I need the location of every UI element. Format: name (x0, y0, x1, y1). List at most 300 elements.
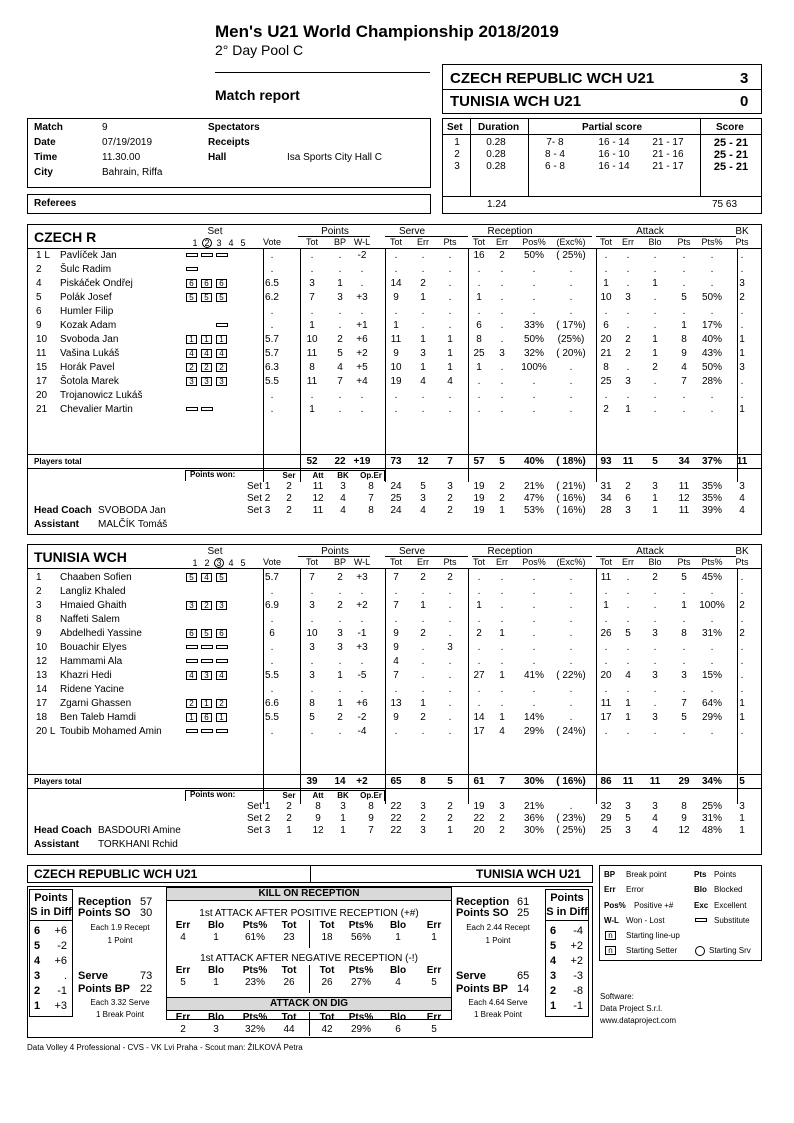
total-atot: 93 (600, 456, 612, 467)
player-ptot: . (310, 586, 314, 597)
set-stat-cell: 28 (600, 505, 612, 516)
player-pwl: +4 (356, 376, 368, 387)
footer-credits: Data Volley 4 Professional - CVS - VK Lvi Praha - Scout man: ŽILKOVÁ Petra (27, 1043, 303, 1052)
substitute-icon (201, 659, 213, 663)
player-aerr: . (626, 390, 630, 401)
set-stat-cell: ( 16%) (556, 505, 586, 516)
software-website[interactable]: www.dataproject.com (600, 1016, 677, 1025)
reception-group-header: Reception (487, 546, 533, 557)
player-name: Naffeti Salem (60, 614, 120, 625)
player-rpos: . (532, 278, 536, 289)
player-ablo: . (653, 684, 657, 695)
player-aerr: 4 (625, 670, 631, 681)
player-ptot: 7 (309, 292, 315, 303)
player-vote: 6.2 (265, 292, 279, 303)
player-bk: . (740, 670, 744, 681)
player-apct: . (710, 278, 714, 289)
points-won-cell: 8 (315, 801, 321, 812)
player-rpos: . (532, 292, 536, 303)
player-spts: . (448, 628, 452, 639)
kill-title: KILL ON RECEPTION (258, 888, 360, 899)
kill-col-header: Tot (281, 1012, 297, 1023)
set-number-4: 4 (228, 238, 234, 248)
starting-setter-icon: n (605, 946, 616, 955)
player-apts: 5 (681, 572, 687, 583)
spts-col-header: Pts (443, 237, 457, 247)
set-stat-cell: 3 (652, 481, 658, 492)
set-stat-cell: 3 (420, 493, 426, 504)
points-won-cell: 2 (286, 801, 292, 812)
set-stat-cell: 25 (600, 825, 612, 836)
home-points-bp-label: Points BP (78, 983, 130, 995)
legend-bp-text: Break point (626, 870, 667, 879)
operr-header: Op.Er (360, 471, 382, 480)
city-label: City (34, 167, 53, 178)
player-spts: . (448, 726, 452, 737)
player-apts: . (682, 306, 686, 317)
player-ablo: 3 (652, 628, 658, 639)
match-date: 07/19/2019 (102, 137, 153, 148)
player-apct: 50% (701, 362, 722, 373)
assistant-name: TORKHANI Rchid (98, 839, 178, 850)
player-apts: 9 (681, 348, 687, 359)
player-rerr: . (500, 614, 504, 625)
points-won-cell: 12 (312, 825, 324, 836)
player-apct: . (710, 390, 714, 401)
player-rpos: . (532, 600, 536, 611)
legend-wl-text: Won - Lost (626, 916, 665, 925)
player-vote: . (270, 404, 274, 415)
player-atot: 17 (600, 712, 612, 723)
player-spts: 3 (447, 642, 453, 653)
player-rexc: . (569, 586, 573, 597)
set-stat-cell: 1 (739, 825, 745, 836)
player-serr: 2 (420, 628, 426, 639)
rtot-col-header: Tot (472, 557, 485, 567)
player-rtot: 25 (473, 348, 485, 359)
player-rerr: . (500, 390, 504, 401)
player-bk: . (740, 250, 744, 261)
player-name: Hammami Ala (60, 656, 123, 667)
player-serr: 2 (420, 278, 426, 289)
home-sindiff-label: S in Diff (30, 906, 72, 918)
total-spts: 7 (447, 456, 453, 467)
player-pwl: +1 (356, 320, 368, 331)
points-diff: +2 (570, 940, 583, 952)
player-rexc: . (569, 614, 573, 625)
player-rtot: . (477, 404, 481, 415)
player-apts: 5 (681, 712, 687, 723)
serr-col-header: Err (417, 237, 429, 247)
total-rexc: ( 16%) (556, 776, 586, 787)
player-rexc: . (569, 628, 573, 639)
stot-col-header: Tot (389, 557, 402, 567)
starting-position-box: 3 (186, 377, 197, 386)
player-apts: . (682, 264, 686, 275)
starting-position-box: 6 (201, 279, 212, 288)
home-each-serve: Each 3.32 Serve (90, 998, 150, 1007)
kill-value: 2 (180, 1024, 186, 1035)
kill-col-header: Err (426, 965, 442, 976)
starting-position-box: 3 (186, 601, 197, 610)
legend-ss-text: Starting Setter (626, 946, 678, 955)
set-stat-cell: 5 (625, 813, 631, 824)
player-number: 20 L (36, 726, 56, 737)
player-rpos: 100% (521, 362, 547, 373)
player-atot: 26 (600, 628, 612, 639)
player-vote: . (270, 726, 274, 737)
points-set-count: 5 (34, 940, 41, 952)
software-company: Data Project S.r.l. (600, 1004, 663, 1013)
home-points-so-value: 30 (140, 907, 153, 919)
player-pbp: . (338, 614, 342, 625)
bk-col-header: Pts (735, 237, 749, 247)
player-rtot: 6 (476, 320, 482, 331)
points-set-count: 1 (550, 1000, 557, 1012)
points-group-header: Points (321, 226, 349, 237)
kill-value: 44 (283, 1024, 295, 1035)
starting-position-box: 1 (201, 335, 212, 344)
player-serr: . (421, 656, 425, 667)
kill-value: 27% (350, 977, 371, 988)
kill-value: 4 (180, 932, 186, 943)
set-stat-cell: 24 (390, 505, 402, 516)
set-stat-cell: 8 (681, 801, 687, 812)
player-ptot: 3 (309, 600, 315, 611)
player-apct: . (710, 726, 714, 737)
total-rtot: 61 (473, 776, 485, 787)
sets-partial-header: Partial score (582, 122, 643, 133)
player-pbp: . (338, 684, 342, 695)
points-diff: -1 (57, 985, 67, 997)
player-ptot: 10 (306, 628, 318, 639)
starting-position-box: 1 (216, 335, 227, 344)
starting-position-box: 2 (201, 601, 212, 610)
player-rtot: . (477, 586, 481, 597)
player-name: Ben Taleb Hamdi (60, 712, 136, 723)
player-rexc: ( 24%) (556, 726, 586, 737)
player-pbp: 1 (337, 698, 343, 709)
set-stat-cell: 1 (739, 813, 745, 824)
player-rpos: . (532, 642, 536, 653)
player-serr: . (421, 250, 425, 261)
player-stot: 7 (393, 572, 399, 583)
player-number: 10 (36, 642, 48, 653)
player-ablo: 3 (652, 670, 658, 681)
player-apct: 31% (701, 628, 722, 639)
kill-value: 5 (180, 977, 186, 988)
set-stat-cell: ( 23%) (556, 813, 586, 824)
referees-label: Referees (34, 198, 77, 209)
player-apct: 29% (701, 712, 722, 723)
referees-box (27, 194, 431, 214)
player-vote: 5.7 (265, 348, 279, 359)
player-rexc: (25%) (557, 334, 585, 345)
starting-server-icon (695, 946, 705, 956)
player-apct: 40% (701, 334, 722, 345)
player-rtot: 16 (473, 250, 485, 261)
serve-group-header: Serve (398, 226, 426, 237)
total-rtot: 57 (473, 456, 485, 467)
legend-blo-text: Blocked (714, 885, 743, 894)
player-rtot: 27 (473, 670, 485, 681)
kill-value: 29% (350, 1024, 371, 1035)
kill-col-header: Tot (281, 965, 297, 976)
points-set-count: 6 (550, 925, 557, 937)
player-pbp: 2 (337, 572, 343, 583)
assistant-label: Assistant (34, 839, 80, 850)
pbp-col-header: BP (333, 557, 346, 567)
player-apts: 4 (681, 362, 687, 373)
player-pbp: 2 (337, 600, 343, 611)
assistant-label: Assistant (34, 519, 80, 530)
player-pwl: -1 (357, 628, 367, 639)
away-one-bp: 1 Break Point (473, 1010, 523, 1019)
player-rtot: . (477, 376, 481, 387)
head-coach-name: BASDOURI Amine (98, 825, 181, 836)
player-vote: 6.9 (265, 600, 279, 611)
player-pwl: . (360, 656, 364, 667)
player-name: Piskáček Ondřej (60, 278, 133, 289)
player-apts: . (682, 586, 686, 597)
kill-col-header: Err (175, 920, 191, 931)
player-apts: 5 (681, 292, 687, 303)
player-number: 15 (36, 362, 48, 373)
player-rtot: 2 (476, 628, 482, 639)
match-time: 11.30.00 (102, 152, 141, 163)
kill-value: 18 (321, 932, 333, 943)
kill-value: 26 (321, 977, 333, 988)
starting-position-box: 5 (186, 293, 197, 302)
player-atot: 8 (603, 362, 609, 373)
set-number-4: 4 (228, 558, 234, 568)
player-aerr: . (626, 656, 630, 667)
starting-position-box: 6 (216, 279, 227, 288)
set-cell: 21 - 16 (652, 149, 684, 160)
set-stat-cell: 3 (739, 801, 745, 812)
match-number: 9 (102, 122, 108, 133)
player-aerr: . (626, 600, 630, 611)
player-ptot: 10 (306, 334, 318, 345)
points-won-cell: 12 (312, 493, 324, 504)
kill-col-header: Tot (319, 1012, 335, 1023)
points-won-cell: 1 (340, 813, 346, 824)
total-pbp: 22 (334, 456, 346, 467)
starting-position-box: 4 (201, 349, 212, 358)
away-one-point: 1 Point (485, 936, 511, 945)
player-apct: . (710, 656, 714, 667)
player-rtot: . (477, 306, 481, 317)
player-stot: 19 (390, 376, 402, 387)
points-diff: +6 (54, 955, 67, 967)
rpos-col-header: Pos% (522, 557, 546, 567)
player-name: Vašina Lukáš (60, 348, 120, 359)
player-name: Chevalier Martin (60, 404, 133, 415)
player-rerr: . (500, 362, 504, 373)
apct-col-header: Pts% (701, 237, 723, 247)
home-reception-label: Reception (78, 896, 132, 908)
kill-col-header: Pts% (242, 1012, 268, 1023)
player-rpos: . (532, 572, 536, 583)
player-rexc: . (569, 306, 573, 317)
player-serr: . (421, 642, 425, 653)
points-diff: . (63, 970, 67, 982)
starting-position-box: 5 (201, 293, 212, 302)
apct-col-header: Pts% (701, 557, 723, 567)
player-aerr: 1 (625, 698, 631, 709)
player-pwl: . (360, 684, 364, 695)
away-team-name: TUNISIA WCH U21 (450, 93, 582, 110)
points-group-header: Points (321, 546, 349, 557)
substitute-icon (201, 253, 213, 257)
starting-position-box: 2 (216, 363, 227, 372)
report-title: Men's U21 World Championship 2018/2019 (215, 22, 559, 41)
player-aerr: . (626, 726, 630, 737)
player-bk: 2 (739, 628, 745, 639)
player-serr: . (421, 264, 425, 275)
player-ptot: . (310, 264, 314, 275)
player-name: Zgarni Ghassen (60, 698, 132, 709)
player-spts: . (448, 306, 452, 317)
rerr-col-header: Err (496, 237, 508, 247)
player-serr: . (421, 670, 425, 681)
player-serr: . (421, 404, 425, 415)
player-stot: 1 (393, 320, 399, 331)
player-vote: 5.7 (265, 572, 279, 583)
player-ablo: 3 (652, 712, 658, 723)
starting-position-box: 3 (201, 671, 212, 680)
total-apts: 34 (678, 456, 690, 467)
player-atot: 25 (600, 376, 612, 387)
player-spts: . (448, 698, 452, 709)
points-diff: +3 (54, 1000, 67, 1012)
set-stat-cell: . (569, 801, 573, 812)
player-atot: 20 (600, 334, 612, 345)
set-stat-cell: 4 (739, 493, 745, 504)
player-stot: 11 (390, 334, 402, 345)
player-bk: . (740, 390, 744, 401)
set-stat-cell: 2 (499, 481, 505, 492)
player-pwl: . (360, 264, 364, 275)
player-ablo: . (653, 306, 657, 317)
legend-blo: Blo (694, 885, 707, 894)
player-number: 12 (36, 656, 48, 667)
player-pwl: . (360, 278, 364, 289)
player-vote: 6.6 (265, 698, 279, 709)
player-ablo: . (653, 292, 657, 303)
set-stat-cell: 25 (390, 493, 402, 504)
player-apts: 7 (681, 698, 687, 709)
player-rexc: . (569, 404, 573, 415)
player-name: Horák Pavel (60, 362, 115, 373)
player-apts: . (682, 390, 686, 401)
points-won-cell: 11 (312, 481, 324, 492)
total-pbp: 14 (334, 776, 346, 787)
starting-position-box: 6 (186, 629, 197, 638)
player-name: Hmaied Ghaith (60, 600, 127, 611)
points-diff: +6 (54, 925, 67, 937)
player-rpos: . (532, 586, 536, 597)
aerr-col-header: Err (622, 557, 634, 567)
player-pbp: . (338, 390, 342, 401)
player-ablo: . (653, 642, 657, 653)
hall-label: Hall (208, 152, 227, 163)
player-number: 2 (36, 586, 42, 597)
player-atot: 1 (603, 278, 609, 289)
player-atot: 10 (600, 292, 612, 303)
player-ptot: 3 (309, 278, 315, 289)
legend-bp: BP (604, 870, 616, 879)
total-ptot: 39 (306, 776, 318, 787)
total-rpos: 30% (523, 776, 544, 787)
player-spts: . (448, 586, 452, 597)
points-won-cell: 2 (286, 813, 292, 824)
player-name: Trojanowicz Lukáš (60, 390, 143, 401)
points-diff: -8 (573, 985, 583, 997)
player-pbp: 3 (337, 292, 343, 303)
player-name: Bouachir Elyes (60, 642, 127, 653)
reception-group-header: Reception (487, 226, 533, 237)
player-pbp: . (338, 320, 342, 331)
kill-col-header: Err (175, 965, 191, 976)
player-number: 20 (36, 390, 48, 401)
points-set-count: 6 (34, 925, 41, 937)
kill-value: 56% (350, 932, 371, 943)
kill-value: 61% (244, 932, 265, 943)
points-won-cell: 2 (286, 481, 292, 492)
player-aerr: 1 (625, 712, 631, 723)
set-stat-cell: 21% (523, 801, 544, 812)
kill-col-header: Tot (319, 920, 335, 931)
player-ptot: . (310, 390, 314, 401)
player-bk: 3 (739, 362, 745, 373)
legend-pts-text: Points (714, 870, 737, 879)
player-bk: . (740, 614, 744, 625)
player-serr: 3 (420, 348, 426, 359)
player-spts: 2 (447, 572, 453, 583)
player-spts: . (448, 614, 452, 625)
att-header: Att (312, 471, 324, 480)
set-stat-cell: 3 (420, 825, 426, 836)
starting-position-box: 4 (201, 573, 212, 582)
player-rerr: . (500, 684, 504, 695)
player-rexc: . (569, 264, 573, 275)
player-apts: 3 (681, 670, 687, 681)
set-stat-cell: 2 (447, 493, 453, 504)
player-apct: . (710, 614, 714, 625)
player-rpos: . (532, 264, 536, 275)
player-pbp: 4 (337, 362, 343, 373)
player-vote: 6 (269, 628, 275, 639)
set-stat-cell: 19 (473, 481, 485, 492)
player-bk: . (740, 726, 744, 737)
set-stat-cell: 39% (701, 505, 722, 516)
player-pbp: 1 (337, 670, 343, 681)
player-rpos: . (532, 628, 536, 639)
kill-col-header: Err (426, 1012, 442, 1023)
away-points-bp-value: 14 (517, 983, 530, 995)
kill-value: 6 (395, 1024, 401, 1035)
player-bk: 3 (739, 278, 745, 289)
summary-home-name: CZECH REPUBLIC WCH U21 (34, 867, 198, 881)
points-set-count: 2 (550, 985, 557, 997)
player-pwl: +3 (356, 292, 368, 303)
set-cell: 21 - 17 (652, 137, 684, 148)
set-stat-cell: 25% (701, 801, 722, 812)
set-stat-cell: 5 (420, 481, 426, 492)
kill-col-header: Blo (389, 920, 407, 931)
player-ptot: 8 (309, 698, 315, 709)
